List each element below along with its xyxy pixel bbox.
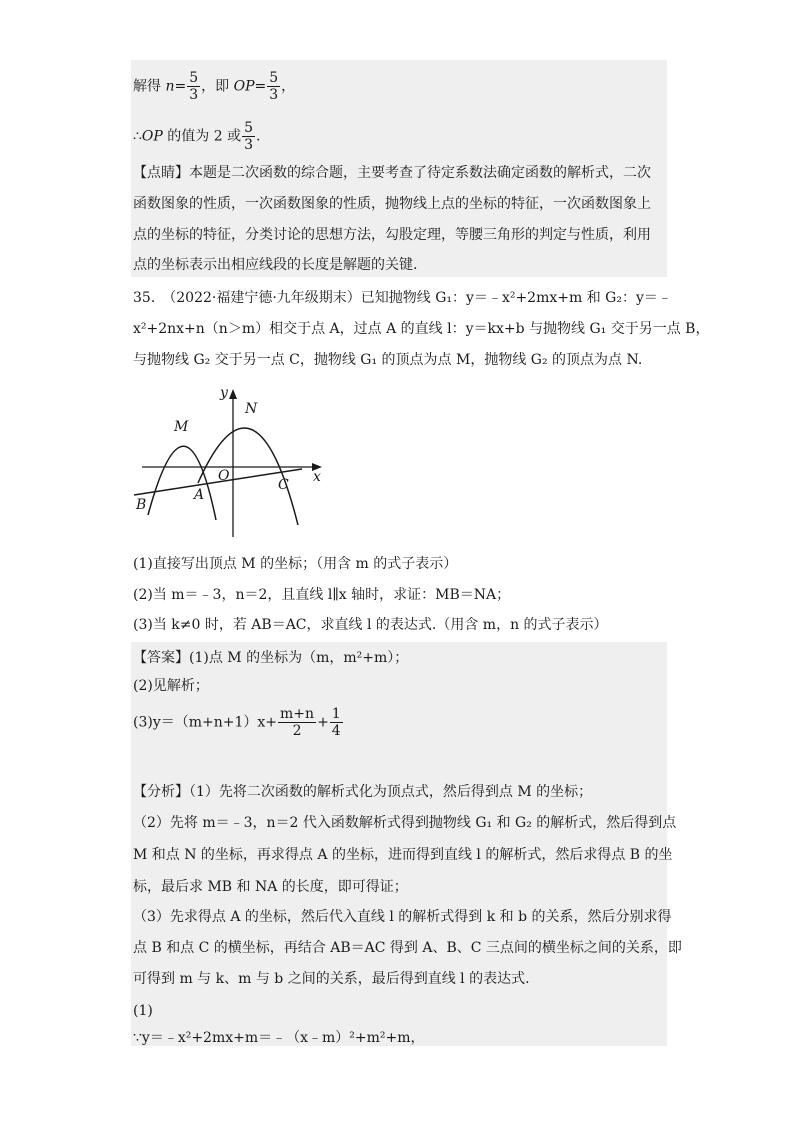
question-35-line: 与抛物线 G₂ 交于另一点 C，抛物线 G₁ 的顶点为点 M，抛物线 G₂ 的顶点为点 N. xyxy=(133,352,643,368)
analysis-line: 点 B 和点 C 的横坐标，再结合 AB＝AC 得到 A、B、C 三点间的横坐标之间的关系，即 xyxy=(133,940,682,956)
sub-question: (1)直接写出顶点 M 的坐标；（用含 m 的式子表示） xyxy=(133,556,458,572)
analysis-line: （3）先求得点 A 的坐标，然后代入直线 l 的解析式得到 k 和 b 的关系，然后分别求得 xyxy=(133,909,672,925)
fraction xyxy=(278,706,316,739)
numerator: 5 xyxy=(244,120,254,136)
fraction xyxy=(267,70,280,103)
text: ，即 xyxy=(201,78,234,95)
solution-line: (1) xyxy=(133,1003,153,1019)
therefore-symbol: ∴ xyxy=(133,128,142,145)
denominator: 2 xyxy=(292,723,302,739)
label-m: M xyxy=(174,419,189,435)
parabola-g1 xyxy=(148,446,216,520)
var-op: OP xyxy=(141,128,163,145)
dianjing-line: 点的坐标表示出相应线段的长度是解题的关键. xyxy=(133,257,418,273)
question-35-line: x²+2nx+n（n＞m）相交于点 A，过点 A 的直线 l：y＝kx+b 与抛物线 G₁ 交于另一点 B， xyxy=(133,321,710,337)
dianjing-line: 函数图象的性质，一次函数图象的性质，抛物线上点的坐标的特征，一次函数图象上 xyxy=(133,196,651,212)
denominator: 4 xyxy=(331,723,341,739)
analysis-line: 【分析】（1）先将二次函数的解析式化为顶点式，然后得到点 M 的坐标； xyxy=(133,784,593,800)
text: 的值为 2 或 xyxy=(162,128,242,145)
sub-question: (2)当 m＝﹣3，n＝2，且直线 l∥x 轴时，求证：MB＝NA； xyxy=(133,587,511,603)
solution-line-op xyxy=(133,120,260,153)
analysis-line: 可得到 m 与 k、m 与 b 之间的关系，最后得到直线 l 的表达式. xyxy=(133,971,530,987)
text: = xyxy=(254,78,267,95)
answer-line: 【答案】(1)点 M 的坐标为（m，m²+m）； xyxy=(133,650,409,666)
denominator: 3 xyxy=(189,87,199,103)
fraction xyxy=(242,120,255,153)
fraction xyxy=(330,706,343,739)
answer-line: (2)见解析； xyxy=(133,678,209,694)
analysis-line: 标，最后求 MB 和 NA 的长度，即可得证； xyxy=(133,879,408,895)
question-35-line: 35. （2022·福建宁德·九年级期末）已知抛物线 G₁：y＝﹣x²+2mx+m 和 G₂：y＝﹣ xyxy=(133,290,672,306)
label-b: B xyxy=(136,497,147,513)
numerator: 1 xyxy=(331,706,341,722)
numerator: 5 xyxy=(269,70,279,86)
denominator: 3 xyxy=(244,137,254,153)
label-x: x xyxy=(313,469,321,485)
text: (3)y＝（m+n+1）x+ xyxy=(133,714,278,731)
text: + xyxy=(317,714,329,731)
analysis-line: （2）先将 m＝﹣3，n＝2 代入函数解析式得到抛物线 G₁ 和 G₂ 的解析式，然后得到点 xyxy=(133,815,677,831)
numerator: 5 xyxy=(189,70,199,86)
sub-question: (3)当 k≠0 时，若 AB＝AC，求直线 l 的表达式.（用含 m，n 的式子表示） xyxy=(133,617,608,633)
answer-line-3 xyxy=(133,706,344,739)
label-y: y xyxy=(220,385,228,401)
analysis-line: M 和点 N 的坐标，再求得点 A 的坐标，进而得到直线 l 的解析式，然后求得点 B 的坐 xyxy=(133,847,673,863)
var-n: n xyxy=(165,78,175,95)
numerator: m+n xyxy=(280,706,315,722)
text: = xyxy=(174,78,187,95)
label-c: C xyxy=(278,477,289,493)
text: ， xyxy=(281,78,296,95)
y-axis-arrow xyxy=(229,389,237,399)
label-n: N xyxy=(245,401,258,417)
text: . xyxy=(256,128,261,145)
label-a: A xyxy=(194,487,205,503)
var-op: OP xyxy=(233,78,255,95)
parabola-graph xyxy=(130,385,330,545)
label-o: O xyxy=(218,468,230,484)
denominator: 3 xyxy=(269,87,279,103)
text: 解得 xyxy=(133,78,166,95)
solution-line-n xyxy=(133,70,295,103)
dianjing-line: 【点睛】本题是二次函数的综合题，主要考查了待定系数法确定函数的解析式，二次 xyxy=(133,165,651,181)
fraction xyxy=(187,70,200,103)
dianjing-line: 点的坐标的特征，分类讨论的思想方法，勾股定理，等腰三角形的判定与性质，利用 xyxy=(133,227,651,243)
solution-line: ∵y＝﹣x²+2mx+m＝﹣（x﹣m）²+m²+m， xyxy=(133,1030,425,1046)
